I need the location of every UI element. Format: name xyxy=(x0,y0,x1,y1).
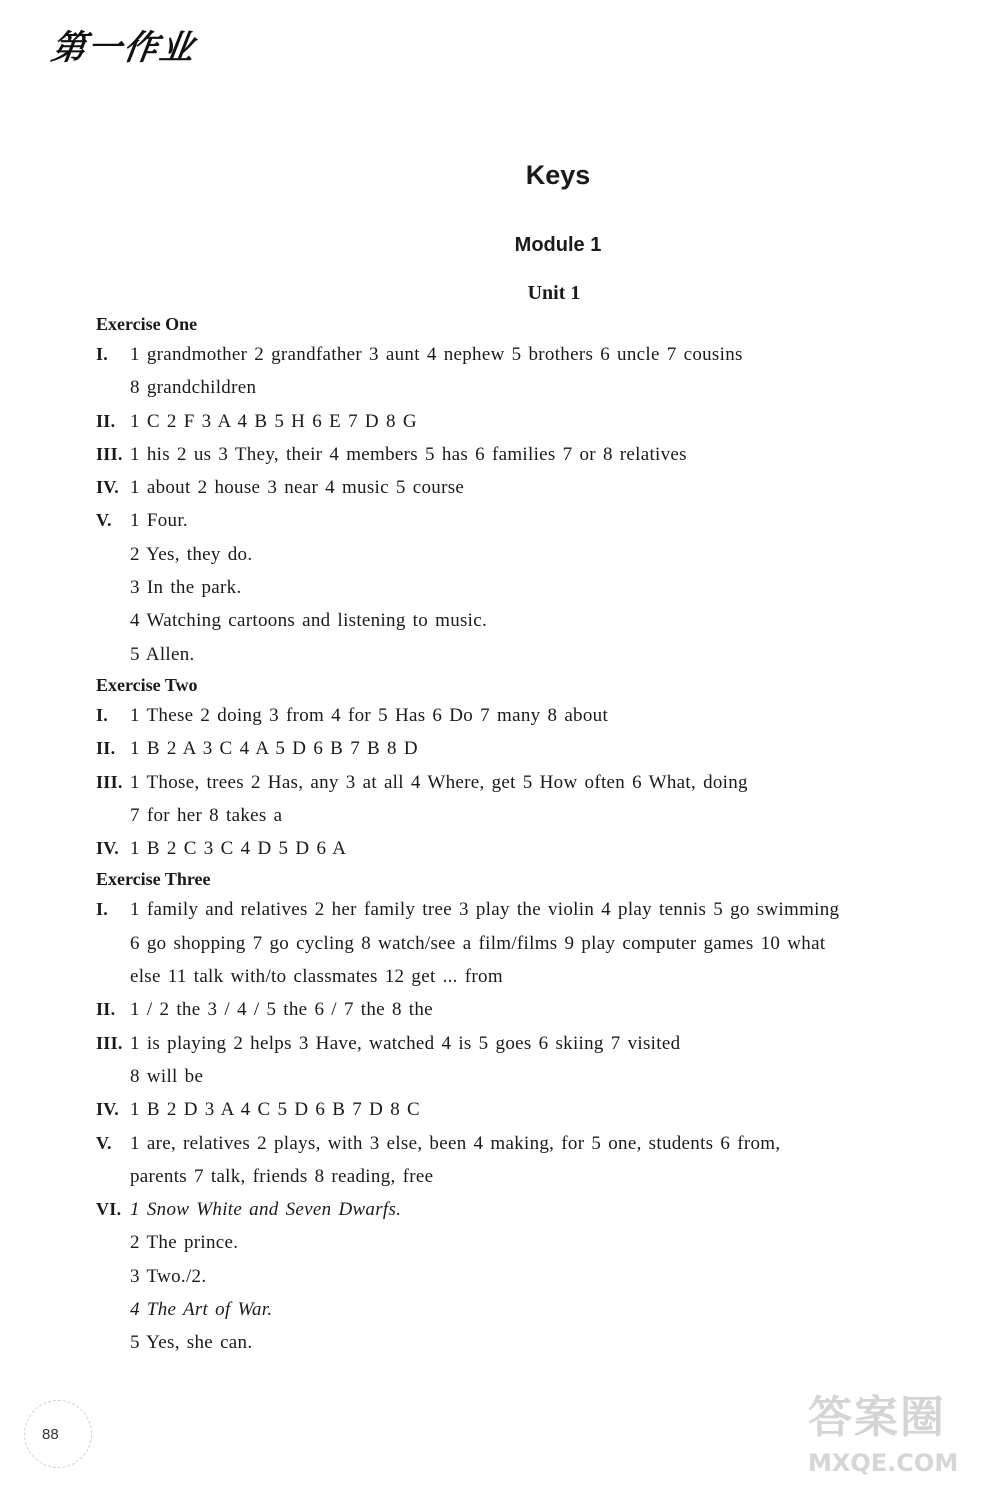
answer-section xyxy=(96,1027,966,1094)
answer-key-content xyxy=(96,310,966,1360)
section-number: IV. xyxy=(96,1099,120,1120)
answer-line: parents 7 talk, friends 8 reading, free xyxy=(130,1165,434,1187)
answer-section xyxy=(96,832,966,865)
answer-section xyxy=(96,405,966,438)
answer-line: 1 These 2 doing 3 from 4 for 5 Has 6 Do 7 many 8 about xyxy=(130,704,609,726)
section-number: I. xyxy=(96,899,109,920)
answer-section xyxy=(96,1127,966,1194)
answer-line: 1 Those, trees 2 Has, any 3 at all 4 Where, get 5 How often 6 What, doing xyxy=(130,771,748,793)
unit-heading: Unit 1 xyxy=(527,282,581,304)
answer-line: 1 B 2 A 3 C 4 A 5 D 6 B 7 B 8 D xyxy=(130,738,418,760)
answer-line: 6 go shopping 7 go cycling 8 watch/see a film/films 9 play computer games 10 what xyxy=(130,932,826,954)
answer-line: 5 Yes, she can. xyxy=(130,1332,253,1354)
answer-line: 7 for her 8 takes a xyxy=(130,804,283,826)
section-number: II. xyxy=(96,410,116,431)
answer-line: 1 grandmother 2 grandfather 3 aunt 4 nephew 5 brothers 6 uncle 7 cousins xyxy=(130,344,743,365)
answer-line: 1 Snow White and Seven Dwarfs. xyxy=(130,1199,402,1221)
section-answers xyxy=(130,438,966,471)
watermark-text: 答案圈 xyxy=(808,1392,946,1443)
section-number: II. xyxy=(96,738,116,759)
answer-line: 1 / 2 the 3 / 4 / 5 the 6 / 7 the 8 the xyxy=(130,999,433,1021)
answer-section xyxy=(96,732,966,765)
answer-section xyxy=(96,993,966,1026)
section-answers xyxy=(130,1027,966,1094)
answer-section xyxy=(96,1193,966,1359)
exercise-one xyxy=(96,310,966,671)
answer-line: 1 C 2 F 3 A 4 B 5 H 6 E 7 D 8 G xyxy=(130,410,417,432)
answer-line: 1 B 2 D 3 A 4 C 5 D 6 B 7 D 8 C xyxy=(130,1099,421,1121)
section-answers xyxy=(130,338,966,405)
answer-section xyxy=(96,504,966,670)
answer-section xyxy=(96,766,966,833)
module-heading: Module 1 xyxy=(514,234,602,256)
section-answers xyxy=(130,699,966,732)
exercise-title: Exercise One xyxy=(96,314,198,334)
answer-line: 1 are, relatives 2 plays, with 3 else, been 4 making, for 5 one, students 6 from, xyxy=(130,1132,781,1154)
section-answers xyxy=(130,471,966,504)
watermark xyxy=(808,1388,993,1493)
section-answers xyxy=(130,405,966,438)
answer-line: 1 is playing 2 helps 3 Have, watched 4 is 5 goes 6 skiing 7 visited xyxy=(130,1032,681,1054)
section-number: I. xyxy=(96,704,109,725)
answer-line: 3 In the park. xyxy=(130,577,242,599)
section-number: III. xyxy=(96,771,123,792)
answer-line: 1 about 2 house 3 near 4 music 5 course xyxy=(130,477,465,499)
exercise-two xyxy=(96,671,966,865)
answer-line: else 11 talk with/to classmates 12 get ... from xyxy=(130,966,503,988)
section-number: IV. xyxy=(96,477,120,498)
exercise-title: Exercise Three xyxy=(96,869,211,890)
section-number: V. xyxy=(96,510,112,531)
answer-section xyxy=(96,471,966,504)
answer-line: 1 his 2 us 3 They, their 4 members 5 has 6 families 7 or 8 relatives xyxy=(130,443,687,465)
exercise-three xyxy=(96,865,966,1359)
answer-line: 4 Watching cartoons and listening to music. xyxy=(130,610,488,632)
answer-section xyxy=(96,893,966,993)
section-answers xyxy=(130,893,966,993)
exercise-title: Exercise Two xyxy=(96,674,198,695)
section-answers xyxy=(130,1093,966,1126)
section-answers xyxy=(130,993,966,1026)
answer-line: 1 B 2 C 3 C 4 D 5 D 6 A xyxy=(130,838,347,860)
answer-line: 3 Two./2. xyxy=(130,1265,207,1287)
section-number: I. xyxy=(96,344,109,364)
section-answers xyxy=(130,1193,966,1359)
answer-line: 8 will be xyxy=(130,1065,204,1087)
answer-line: 2 The prince. xyxy=(130,1232,239,1254)
section-answers xyxy=(130,832,966,865)
section-answers xyxy=(130,504,966,670)
section-number: III. xyxy=(96,1032,123,1053)
answer-line: 1 family and relatives 2 her family tree 3 play the violin 4 play tennis 5 go swimming xyxy=(130,899,840,921)
brand-logo: 第一作业 xyxy=(48,28,199,68)
section-number: IV. xyxy=(96,838,120,859)
answer-section xyxy=(96,699,966,732)
answer-section xyxy=(96,338,966,405)
answer-section xyxy=(96,438,966,471)
page-title: Keys xyxy=(525,160,591,190)
answer-line: 4 The Art of War. xyxy=(130,1299,273,1321)
section-answers xyxy=(130,766,966,833)
answer-line: 1 Four. xyxy=(130,510,188,532)
section-answers xyxy=(130,1127,966,1194)
section-number: II. xyxy=(96,999,116,1020)
page-number: 88 xyxy=(42,1426,59,1443)
answer-line: 8 grandchildren xyxy=(130,377,257,399)
section-number: V. xyxy=(96,1132,112,1153)
answer-line: 5 Allen. xyxy=(130,643,195,665)
section-number: III. xyxy=(96,443,123,464)
section-number: VI. xyxy=(96,1199,122,1220)
section-answers xyxy=(130,732,966,765)
watermark-url: MXQE.COM xyxy=(808,1449,959,1477)
answer-section xyxy=(96,1093,966,1126)
answer-line: 2 Yes, they do. xyxy=(130,543,253,565)
